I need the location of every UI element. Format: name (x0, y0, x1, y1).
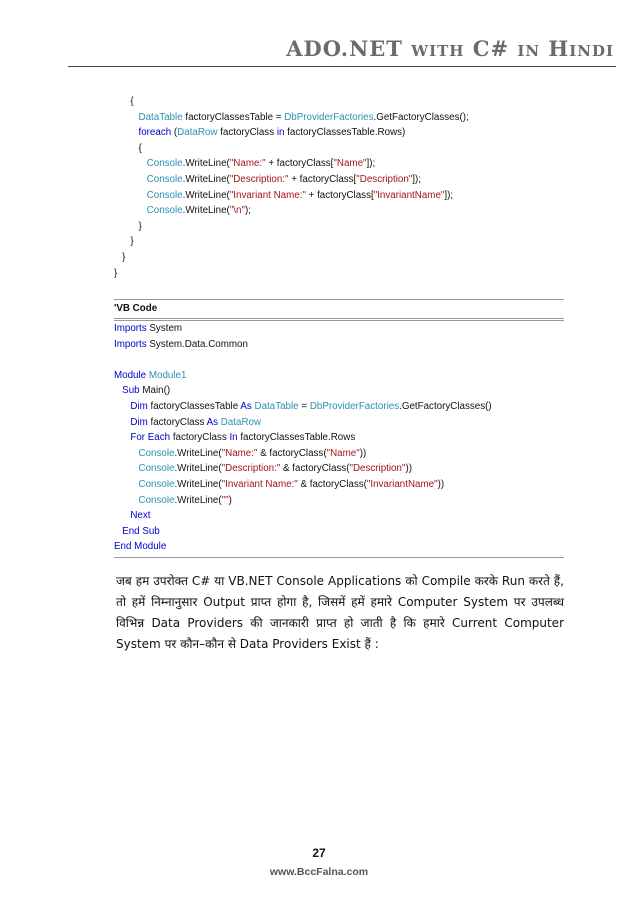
code-token: In (229, 432, 238, 444)
code-line (114, 399, 492, 415)
code-token: } (114, 236, 134, 248)
code-token (114, 127, 139, 138)
code-token: .WriteLine( (174, 478, 222, 490)
code-token: factoryClass (170, 432, 230, 444)
code-token: factoryClassesTable (147, 400, 241, 412)
code-token: System (146, 323, 183, 334)
code-token: "\n" (229, 205, 245, 217)
code-line (114, 250, 469, 266)
code-token: .WriteLine( (174, 494, 222, 506)
code-token: Imports (114, 323, 147, 334)
code-line (114, 203, 469, 219)
code-token: "Name:" (229, 158, 266, 170)
code-token: ) (228, 494, 232, 506)
code-token: .GetFactoryClasses() (399, 400, 492, 412)
code-token: .WriteLine( (182, 158, 230, 170)
code-token: ]); (412, 173, 421, 185)
code-token: As (240, 400, 252, 412)
code-token (114, 432, 130, 443)
code-token (114, 417, 130, 428)
code-token: System.Data.Common (146, 338, 248, 350)
page-number: 27 (312, 846, 326, 860)
code-line (114, 110, 469, 126)
code-token: factoryClass (147, 416, 207, 428)
code-token: Console (138, 494, 175, 506)
code-token: Console (146, 189, 183, 201)
code-token: "Description" (349, 463, 406, 475)
code-token (114, 510, 130, 521)
code-line (114, 493, 492, 509)
code-line (114, 352, 492, 368)
website-link[interactable]: www.BccFalna.com (269, 866, 369, 878)
header-rule (68, 66, 616, 67)
code-token: DataRow (177, 127, 218, 139)
code-token: )) (359, 447, 367, 459)
code-token: ]); (366, 158, 376, 170)
code-token (114, 190, 147, 201)
code-line (114, 321, 492, 337)
code-token: factoryClass (217, 127, 277, 139)
vb-box-bottom-rule (114, 557, 564, 558)
code-token: "Name" (333, 158, 367, 170)
code-line (114, 172, 469, 188)
code-token: = (298, 400, 310, 412)
code-token: )) (437, 478, 445, 490)
code-line (114, 539, 492, 555)
header-title: ADO.NET with C# in Hindi (286, 36, 614, 61)
code-token: DbProviderFactories (284, 111, 374, 123)
code-line (114, 337, 492, 353)
code-token: factoryClassesTable.Rows (237, 432, 356, 444)
code-token: "Name:" (221, 447, 258, 459)
code-token: Console (138, 478, 175, 490)
code-token: As (206, 416, 219, 428)
code-token (114, 495, 139, 506)
code-token: + factoryClass[ (288, 173, 357, 185)
code-token: } (114, 220, 142, 232)
code-token: Dim (130, 416, 148, 428)
vb-box-top-rule (114, 299, 564, 300)
code-token: foreach (138, 127, 172, 139)
code-token: "InvariantName" (366, 478, 438, 490)
code-token: .WriteLine( (182, 189, 230, 201)
code-token: + factoryClass[ (305, 189, 374, 201)
code-token: .WriteLine( (174, 447, 222, 459)
code-token: "" (221, 494, 229, 506)
code-token (114, 448, 139, 459)
code-token: )) (405, 463, 412, 475)
code-token: } (114, 267, 118, 279)
code-line (114, 508, 492, 524)
code-token: Main() (139, 385, 171, 397)
code-token (114, 112, 139, 123)
code-token: { (114, 142, 142, 154)
code-token: "InvariantName" (373, 189, 445, 201)
code-line (114, 234, 469, 250)
code-token: Imports (114, 338, 147, 350)
code-token: Console (138, 447, 175, 459)
code-token: } (114, 251, 126, 263)
code-token: Module (114, 369, 147, 381)
code-line (114, 125, 469, 141)
code-token (114, 385, 122, 396)
code-token: For Each (130, 432, 171, 444)
code-token: "Invariant Name:" (221, 478, 298, 490)
code-token: factoryClassesTable = (182, 111, 285, 123)
code-line (114, 446, 492, 462)
code-line (114, 219, 469, 235)
code-token: Module1 (148, 369, 187, 381)
code-token: "Description:" (221, 463, 281, 475)
code-token: Console (146, 205, 183, 217)
code-line (114, 524, 492, 540)
code-line (114, 415, 492, 431)
code-line (114, 188, 469, 204)
body-paragraph: जब हम उपरोक्त C# या VB.NET Console Applications को Compile करके Run करते हैं, तो हमें निम्नानुसार Output प्राप्त होगा है, जिसमें हमें हमारे Computer System पर उपलब्ध विभिन्न Data Providers की जानकारी प्राप्त हो जाती है कि हमारे Current Computer System पर कौन–कौन से Data Providers Exist हैं : (116, 574, 564, 651)
code-token: .WriteLine( (182, 173, 230, 185)
code-token: .WriteLine( (174, 463, 222, 475)
code-token: factoryClassesTable.Rows) (284, 127, 406, 139)
vb-code-block (114, 321, 492, 555)
code-token: & factoryClass( (280, 463, 350, 475)
code-token (114, 479, 139, 490)
code-token: "Description:" (229, 173, 289, 185)
code-token: "Name" (326, 447, 360, 459)
vb-code-title: 'VB Code (114, 303, 158, 314)
code-token: Dim (130, 400, 148, 412)
code-token: Sub (122, 385, 140, 397)
csharp-code-block (114, 94, 469, 281)
code-token: { (114, 96, 134, 107)
code-line (114, 430, 492, 446)
code-token (114, 158, 147, 169)
code-token: "Description" (356, 173, 413, 185)
code-token: .GetFactoryClasses(); (373, 111, 469, 123)
code-token: in (276, 127, 285, 139)
code-token: & factoryClass( (257, 447, 327, 459)
code-token: End Sub (122, 525, 160, 537)
code-token: + factoryClass[ (265, 158, 334, 170)
code-token: DataRow (220, 416, 262, 428)
code-line (114, 383, 492, 399)
code-token: DbProviderFactories (309, 400, 400, 412)
code-token (114, 174, 147, 185)
code-token: ); (244, 205, 251, 217)
code-token: & factoryClass( (297, 478, 367, 490)
code-line (114, 141, 469, 157)
code-token: Console (146, 158, 183, 170)
code-token: End Module (114, 541, 167, 553)
code-token: DataTable (254, 400, 299, 412)
code-line (114, 368, 492, 384)
code-line (114, 266, 469, 282)
code-token (114, 401, 130, 412)
code-token (114, 205, 147, 216)
code-token: Console (146, 173, 183, 185)
code-token (114, 463, 139, 474)
code-token: ]); (444, 189, 454, 201)
code-token (114, 526, 122, 537)
code-line (114, 94, 469, 110)
code-line (114, 156, 469, 172)
code-token: ( (171, 127, 178, 139)
code-line (114, 461, 492, 477)
code-token: .WriteLine( (182, 205, 230, 217)
code-token: Console (138, 463, 175, 475)
code-token: Next (130, 510, 151, 522)
code-token: "Invariant Name:" (229, 189, 306, 201)
code-line (114, 477, 492, 493)
code-token: DataTable (138, 111, 183, 123)
